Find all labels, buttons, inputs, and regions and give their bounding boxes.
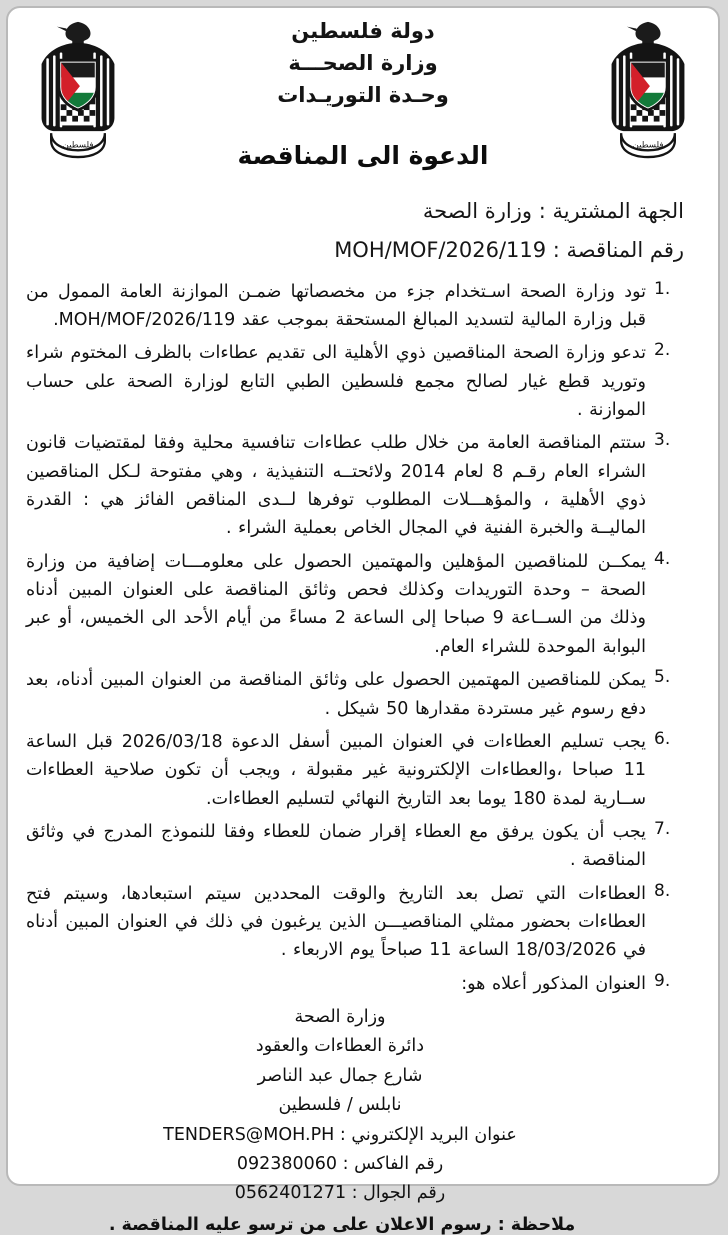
clause-number: 8. — [654, 880, 671, 901]
mobile-label: رقم الجوال : — [351, 1183, 446, 1204]
fax-value: 092380060 — [236, 1153, 338, 1174]
tender-number-label: رقم المناقصة : — [552, 237, 684, 262]
clause-number: 6. — [654, 728, 671, 749]
clause-item — [26, 429, 694, 542]
mobile-row — [26, 1179, 654, 1208]
fax-label: رقم الفاكس : — [342, 1153, 444, 1174]
buyer-entity: الجهة المشترية : وزارة الصحة — [422, 199, 684, 223]
address-block — [26, 1003, 694, 1235]
address-street: شارع جمال عبد الناصر — [257, 1065, 423, 1086]
svg-text:فلسطين: فلسطين — [62, 140, 94, 151]
email-row — [26, 1121, 654, 1150]
document-page — [6, 6, 720, 1235]
palestine-eagle-emblem — [600, 18, 696, 158]
clause-item — [26, 728, 694, 813]
clause-text: تدعو وزارة الصحة المناقصين ذوي الأهلية الى تقديم عطاءات بالظرف المختوم شراء وتوريد قطع غيار لصالح مجمع فلسطين الطبي التابع لوزارة الصحة على حساب الموازنة . — [26, 343, 646, 421]
mobile-value: 0562401271 — [234, 1183, 347, 1204]
tender-number-value: MOH/MOF/2026/119 — [334, 237, 547, 262]
document-header — [8, 8, 718, 190]
header-line-ministry: وزارة الصحـــة — [288, 50, 438, 75]
clause-number: 9. — [654, 970, 671, 991]
clause-item — [26, 278, 694, 335]
clause-item — [26, 970, 694, 998]
clause-text: العطاءات التي تصل بعد التاريخ والوقت المحددين سيتم استبعادها، وسيتم فتح العطاءات بحضور ممثلي المناقصيـــن الذين يرغبون في ذلك في العنوان المبين أدناه في 18/03/2026 الساعة 11 صباحاً يوم الاربعاء . — [26, 883, 646, 961]
header-line-unit: وحـدة التوريـدات — [277, 82, 449, 107]
clause-item — [26, 548, 694, 661]
tender-meta — [42, 192, 684, 270]
address-city-country: نابلس / فلسطين — [278, 1095, 402, 1116]
email-label: عنوان البريد الإلكتروني : — [339, 1124, 517, 1145]
fax-row — [26, 1150, 654, 1179]
clause-number: 3. — [654, 430, 671, 451]
clause-item — [26, 818, 694, 875]
clause-text: يجب أن يكون يرفق مع العطاء إقرار ضمان للعطاء وفقا للنموذج المدرج في وثائق المناقصة . — [26, 821, 646, 871]
tender-number — [42, 231, 684, 270]
clause-text: ستتم المناقصة العامة من خلال طلب عطاءات تنافسية محلية وفقا لمقتضيات قانون الشراء العام رقـم 8 لعام 2014 ولائحتــه التنفيذية ، وهي مفتوحة لـكل المناقصين ذوي الأهلية ، والمؤهـــلات المطلوب توفرها لــدى المناقص الفائز هي : القدرة الماليــة والخبرة الفنية في المجال الخاص بعملية الشراء . — [26, 433, 646, 539]
clause-number: 2. — [654, 340, 671, 361]
header-line-state: دولة فلسطين — [291, 19, 435, 43]
clause-list — [26, 278, 694, 998]
email-value[interactable]: TENDERS@MOH.PH — [163, 1124, 335, 1145]
clause-number: 5. — [654, 667, 671, 688]
footer-note: ملاحظة : رسوم الاعلان على من ترسو عليه المناقصة . — [108, 1214, 576, 1235]
address-department: دائرة العطاءات والعقود — [255, 1036, 425, 1057]
palestine-eagle-emblem — [30, 18, 126, 158]
clause-text: يمكن للمناقصين المهتمين الحصول على وثائق المناقصة من العنوان المبين أدناه، بعد دفع رسوم غير مستردة مقدارها 50 شيكل . — [26, 670, 646, 719]
clause-text: تود وزارة الصحة اسـتخدام جزء من مخصصاتها ضمـن الموازنة العامة الممول من قبل وزارة المالية لتسديد المبالغ المستحقة بموجب عقد MOH/MOF/2026/119. — [26, 281, 646, 331]
clause-text: العنوان المذكور أعلاه هو: — [461, 973, 646, 994]
clause-item — [26, 339, 694, 424]
clause-number: 7. — [654, 818, 671, 839]
clause-number: 1. — [654, 278, 671, 299]
clause-text: يجب تسليم العطاءات في العنوان المبين أسفل الدعوة 2026/03/18 قبل الساعة 11 صباحا ،والعطاءات الإلكترونية غير مقبولة ، ويجب أن تكون صلاحية العطاءات ســارية لمدة 180 يوما بعد التاريخ النهائي لتسليم العطاءات. — [26, 731, 646, 809]
clause-text: يمكــن للمناقصين المؤهلين والمهتمين الحصول على معلومـــات إضافية من وزارة الصحة – وحدة التوريدات وكذلك فحص وثائق المناقصة على العنوان المبين أدناه وذلك من الســاعة 9 صباحا إلى الساعة 2 مساءً من أيام الأحد الى الخميس، أو عبر البوابة الموحدة للشراء العام. — [26, 551, 646, 657]
address-ministry: وزارة الصحة — [294, 1006, 386, 1027]
svg-text:فلسطين: فلسطين — [632, 140, 664, 151]
header-title-block — [156, 16, 570, 112]
clause-item — [26, 880, 694, 965]
page-title: الدعوة الى المناقصة — [237, 141, 489, 170]
clause-item — [26, 666, 694, 723]
clause-number: 4. — [654, 548, 671, 569]
